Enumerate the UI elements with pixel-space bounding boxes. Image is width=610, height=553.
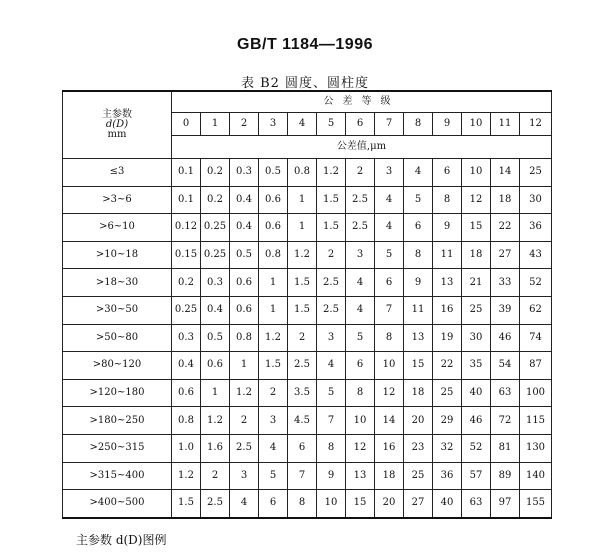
tolerance-value: 0.6 <box>259 214 288 242</box>
tolerance-value: 25 <box>404 462 433 490</box>
tolerance-value: 1.6 <box>201 434 230 462</box>
tolerance-value: 57 <box>462 462 491 490</box>
tolerance-value: 18 <box>491 186 520 214</box>
tolerance-value: 10 <box>462 159 491 187</box>
table-row <box>63 296 552 324</box>
tolerance-value: 12 <box>462 186 491 214</box>
tolerance-value: 1.5 <box>317 214 346 242</box>
tolerance-value: 25 <box>462 296 491 324</box>
size-range: >250~315 <box>63 434 172 462</box>
table-row <box>63 241 552 269</box>
tolerance-value: 13 <box>433 269 462 297</box>
tolerance-value: 81 <box>491 434 520 462</box>
table-row <box>63 490 552 518</box>
tolerance-value: 39 <box>491 296 520 324</box>
tolerance-value: 6 <box>288 434 317 462</box>
tolerance-value: 0.8 <box>230 324 259 352</box>
tolerance-value: 4 <box>346 296 375 324</box>
tolerance-value: 140 <box>520 462 552 490</box>
table-row <box>63 434 552 462</box>
tolerance-value: 20 <box>404 407 433 435</box>
grade-9: 9 <box>433 113 462 136</box>
tolerance-value: 0.4 <box>172 352 201 380</box>
tolerance-value: 21 <box>462 269 491 297</box>
grade-12: 12 <box>520 113 552 136</box>
tolerance-value: 5 <box>346 324 375 352</box>
tolerance-value: 2.5 <box>230 434 259 462</box>
tolerance-value: 6 <box>404 214 433 242</box>
tolerance-value: 3 <box>259 407 288 435</box>
tolerance-value: 3 <box>230 462 259 490</box>
tolerance-value: 12 <box>346 434 375 462</box>
tolerance-value: 0.6 <box>259 186 288 214</box>
tolerance-value: 27 <box>491 241 520 269</box>
tolerance-value: 1.2 <box>288 241 317 269</box>
tolerance-value: 2.5 <box>201 490 230 518</box>
tolerance-value: 62 <box>520 296 552 324</box>
tolerance-value: 1.2 <box>172 462 201 490</box>
tolerance-value: 1 <box>259 296 288 324</box>
table-row <box>63 462 552 490</box>
tolerance-value: 0.3 <box>230 159 259 187</box>
grade-10: 10 <box>462 113 491 136</box>
tolerance-value: 8 <box>288 490 317 518</box>
grade-11: 11 <box>491 113 520 136</box>
tolerance-value: 115 <box>520 407 552 435</box>
tolerance-value: 40 <box>462 379 491 407</box>
tolerance-value: 0.4 <box>201 296 230 324</box>
tolerance-value: 87 <box>520 352 552 380</box>
tolerance-value: 0.5 <box>230 241 259 269</box>
size-range: >30~50 <box>63 296 172 324</box>
size-range: >315~400 <box>63 462 172 490</box>
tolerance-value: 18 <box>404 379 433 407</box>
tolerance-grade-header: 公差等级 <box>172 91 552 113</box>
tolerance-value: 155 <box>520 490 552 518</box>
tolerance-value: 19 <box>433 324 462 352</box>
tolerance-table <box>62 90 552 519</box>
tolerance-value: 1 <box>288 186 317 214</box>
grade-4: 4 <box>288 113 317 136</box>
tolerance-value: 4 <box>404 159 433 187</box>
tolerance-value: 13 <box>346 462 375 490</box>
tolerance-unit-header: 公差值,μm <box>172 136 552 159</box>
tolerance-value: 2 <box>201 462 230 490</box>
tolerance-value: 3 <box>375 159 404 187</box>
tolerance-value: 0.12 <box>172 214 201 242</box>
tolerance-value: 1 <box>201 379 230 407</box>
tolerance-value: 23 <box>404 434 433 462</box>
tolerance-value: 46 <box>462 407 491 435</box>
tolerance-value: 11 <box>404 296 433 324</box>
tolerance-value: 10 <box>317 490 346 518</box>
grade-2: 2 <box>230 113 259 136</box>
tolerance-value: 2 <box>288 324 317 352</box>
tolerance-value: 30 <box>462 324 491 352</box>
tolerance-value: 9 <box>317 462 346 490</box>
tolerance-value: 72 <box>491 407 520 435</box>
param-name: 主参数 <box>102 109 132 120</box>
tolerance-value: 4 <box>317 352 346 380</box>
tolerance-value: 1.5 <box>259 352 288 380</box>
tolerance-value: 0.3 <box>201 269 230 297</box>
size-range: >3~6 <box>63 186 172 214</box>
param-unit: mm <box>107 129 127 140</box>
tolerance-value: 1.5 <box>288 269 317 297</box>
table-row <box>63 159 552 187</box>
tolerance-value: 12 <box>375 379 404 407</box>
tolerance-value: 2 <box>317 241 346 269</box>
table-row <box>63 269 552 297</box>
tolerance-value: 0.25 <box>201 241 230 269</box>
table-row <box>63 352 552 380</box>
tolerance-value: 43 <box>520 241 552 269</box>
tolerance-value: 8 <box>346 379 375 407</box>
tolerance-value: 46 <box>491 324 520 352</box>
tolerance-value: 6 <box>375 269 404 297</box>
tolerance-value: 130 <box>520 434 552 462</box>
tolerance-value: 14 <box>375 407 404 435</box>
tolerance-value: 4 <box>346 269 375 297</box>
tolerance-value: 4.5 <box>288 407 317 435</box>
tolerance-value: 6 <box>433 159 462 187</box>
size-range: >18~30 <box>63 269 172 297</box>
tolerance-value: 2.5 <box>346 214 375 242</box>
tolerance-value: 5 <box>404 186 433 214</box>
tolerance-value: 0.2 <box>172 269 201 297</box>
tolerance-value: 2 <box>346 159 375 187</box>
standard-number: GB/T 1184—1996 <box>237 36 373 53</box>
tolerance-value: 0.5 <box>259 159 288 187</box>
tolerance-value: 2 <box>259 379 288 407</box>
tolerance-value: 0.2 <box>201 186 230 214</box>
tolerance-value: 9 <box>404 269 433 297</box>
tolerance-value: 1.0 <box>172 434 201 462</box>
main-parameter-header <box>63 91 172 159</box>
tolerance-value: 27 <box>404 490 433 518</box>
tolerance-value: 1 <box>230 352 259 380</box>
table-row <box>63 214 552 242</box>
tolerance-value: 2.5 <box>317 296 346 324</box>
grade-8: 8 <box>404 113 433 136</box>
param-symbol: d(D) <box>105 119 129 130</box>
tolerance-value: 8 <box>317 434 346 462</box>
size-range: >180~250 <box>63 407 172 435</box>
tolerance-value: 1.2 <box>201 407 230 435</box>
tolerance-value: 8 <box>375 324 404 352</box>
tolerance-value: 4 <box>375 186 404 214</box>
tolerance-value: 0.4 <box>230 214 259 242</box>
tolerance-value: 5 <box>375 241 404 269</box>
table-row <box>63 407 552 435</box>
tolerance-value: 2.5 <box>288 352 317 380</box>
size-range: >80~120 <box>63 352 172 380</box>
tolerance-value: 7 <box>288 462 317 490</box>
grade-3: 3 <box>259 113 288 136</box>
tolerance-value: 0.1 <box>172 186 201 214</box>
tolerance-value: 0.8 <box>288 159 317 187</box>
tolerance-value: 16 <box>433 296 462 324</box>
tolerance-value: 1.5 <box>317 186 346 214</box>
size-range: >120~180 <box>63 379 172 407</box>
tolerance-value: 3.5 <box>288 379 317 407</box>
tolerance-value: 7 <box>375 296 404 324</box>
tolerance-value: 89 <box>491 462 520 490</box>
tolerance-value: 5 <box>259 462 288 490</box>
tolerance-value: 0.25 <box>172 296 201 324</box>
tolerance-value: 1.5 <box>172 490 201 518</box>
tolerance-value: 1 <box>259 269 288 297</box>
size-range: >50~80 <box>63 324 172 352</box>
tolerance-value: 52 <box>520 269 552 297</box>
tolerance-value: 4 <box>375 214 404 242</box>
tolerance-value: 3 <box>346 241 375 269</box>
tolerance-value: 15 <box>462 214 491 242</box>
tolerance-value: 63 <box>462 490 491 518</box>
tolerance-value: 74 <box>520 324 552 352</box>
size-range: ≤3 <box>63 159 172 187</box>
tolerance-value: 22 <box>491 214 520 242</box>
size-range: >10~18 <box>63 241 172 269</box>
tolerance-value: 16 <box>375 434 404 462</box>
tolerance-value: 0.6 <box>230 269 259 297</box>
tolerance-value: 0.5 <box>201 324 230 352</box>
tolerance-value: 0.25 <box>201 214 230 242</box>
tolerance-value: 1.2 <box>230 379 259 407</box>
tolerance-value: 20 <box>375 490 404 518</box>
table-row <box>63 324 552 352</box>
tolerance-value: 8 <box>404 241 433 269</box>
tolerance-value: 30 <box>520 186 552 214</box>
tolerance-value: 0.6 <box>230 296 259 324</box>
tolerance-value: 5 <box>317 379 346 407</box>
tolerance-value: 4 <box>259 434 288 462</box>
tolerance-value: 0.6 <box>201 352 230 380</box>
table-title: 表 B2 圆度、圆柱度 <box>240 76 370 91</box>
tolerance-value: 0.1 <box>172 159 201 187</box>
tolerance-value: 0.2 <box>201 159 230 187</box>
grade-6: 6 <box>346 113 375 136</box>
tolerance-value: 40 <box>433 490 462 518</box>
tolerance-value: 1.2 <box>259 324 288 352</box>
tolerance-value: 97 <box>491 490 520 518</box>
tolerance-value: 10 <box>346 407 375 435</box>
size-range: >400~500 <box>63 490 172 518</box>
table-row <box>63 186 552 214</box>
tolerance-value: 2.5 <box>317 269 346 297</box>
figure-caption: 主参数 d(D)图例 <box>76 533 167 547</box>
grade-7: 7 <box>375 113 404 136</box>
tolerance-value: 2 <box>230 407 259 435</box>
tolerance-value: 35 <box>462 352 491 380</box>
table-row <box>63 379 552 407</box>
tolerance-value: 0.8 <box>259 241 288 269</box>
tolerance-value: 18 <box>462 241 491 269</box>
tolerance-value: 22 <box>433 352 462 380</box>
tolerance-value: 18 <box>375 462 404 490</box>
tolerance-value: 1.5 <box>288 296 317 324</box>
tolerance-value: 9 <box>433 214 462 242</box>
tolerance-value: 63 <box>491 379 520 407</box>
tolerance-value: 14 <box>491 159 520 187</box>
tolerance-value: 0.6 <box>172 379 201 407</box>
tolerance-value: 1 <box>288 214 317 242</box>
tolerance-value: 0.4 <box>230 186 259 214</box>
tolerance-value: 3 <box>317 324 346 352</box>
tolerance-value: 25 <box>520 159 552 187</box>
tolerance-value: 0.8 <box>172 407 201 435</box>
tolerance-value: 6 <box>259 490 288 518</box>
size-range: >6~10 <box>63 214 172 242</box>
tolerance-value: 0.3 <box>172 324 201 352</box>
tolerance-value: 4 <box>230 490 259 518</box>
grade-1: 1 <box>201 113 230 136</box>
tolerance-value: 100 <box>520 379 552 407</box>
tolerance-value: 1.2 <box>317 159 346 187</box>
tolerance-value: 10 <box>375 352 404 380</box>
tolerance-value: 33 <box>491 269 520 297</box>
tolerance-value: 15 <box>404 352 433 380</box>
tolerance-value: 13 <box>404 324 433 352</box>
tolerance-value: 54 <box>491 352 520 380</box>
grade-5: 5 <box>317 113 346 136</box>
tolerance-value: 52 <box>462 434 491 462</box>
tolerance-value: 36 <box>520 214 552 242</box>
tolerance-value: 11 <box>433 241 462 269</box>
tolerance-value: 15 <box>346 490 375 518</box>
tolerance-value: 8 <box>433 186 462 214</box>
tolerance-value: 6 <box>346 352 375 380</box>
tolerance-value: 29 <box>433 407 462 435</box>
tolerance-value: 0.15 <box>172 241 201 269</box>
tolerance-value: 2.5 <box>346 186 375 214</box>
grade-0: 0 <box>172 113 201 136</box>
tolerance-value: 7 <box>317 407 346 435</box>
tolerance-value: 36 <box>433 462 462 490</box>
tolerance-value: 25 <box>433 379 462 407</box>
tolerance-value: 32 <box>433 434 462 462</box>
